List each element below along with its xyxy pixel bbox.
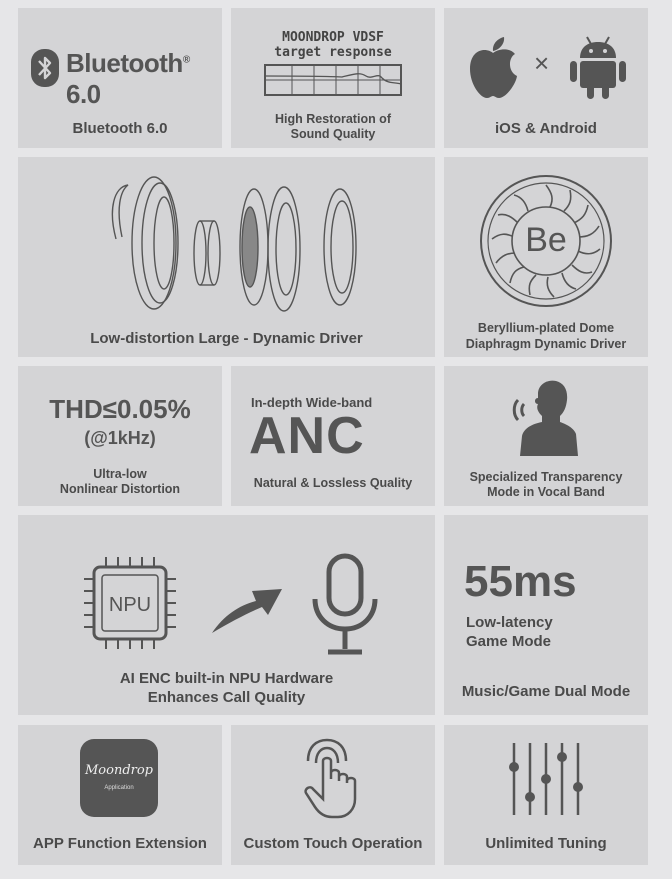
thd-tile (18, 366, 222, 506)
platform-caption: iOS & Android (495, 120, 597, 137)
vdsf-title-line2: target response (274, 45, 392, 60)
beryllium-caption-line1: Beryllium-plated Dome (477, 321, 615, 335)
transparency-tile (444, 366, 648, 506)
thd-caption-line2: Nonlinear Distortion (59, 482, 181, 496)
platform-separator: × (534, 48, 550, 78)
bluetooth-logo-text: Bluetooth (66, 48, 183, 78)
equalizer-sliders-icon (506, 741, 586, 817)
npu-tile (18, 515, 435, 715)
vdsf-caption-line1: High Restoration of (275, 112, 391, 126)
transparency-caption-line2: Mode in Vocal Band (487, 485, 605, 499)
driver-exploded-icon (102, 169, 362, 319)
latency-sub-line2: Game Mode (466, 633, 552, 650)
anc-title: ANC (249, 407, 365, 465)
thd-condition: (@1kHz) (84, 428, 156, 448)
moondrop-app-icon (80, 739, 158, 817)
anc-subtitle: In-depth Wide-band (251, 395, 373, 410)
apple-icon (464, 36, 522, 100)
vdsf-tile (231, 8, 435, 148)
microphone-icon (310, 553, 380, 657)
latency-sub-line1: Low-latency (466, 614, 553, 631)
driver-tile (18, 157, 435, 357)
touch-tile (231, 725, 435, 865)
latency-value: 55ms (464, 557, 577, 606)
npu-chip-label: NPU (108, 594, 152, 616)
vdsf-title-line1: MOONDROP VDSF (282, 30, 384, 45)
beryllium-logo-text: Be (525, 221, 567, 259)
android-icon (568, 34, 628, 100)
bluetooth-caption: Bluetooth 6.0 (72, 120, 168, 137)
bluetooth-logo-version: 6.0 (66, 79, 101, 109)
vdsf-caption-line2: Sound Quality (290, 127, 376, 141)
latency-tile (444, 515, 648, 715)
touch-hand-icon (302, 737, 364, 821)
app-tile (18, 725, 222, 865)
touch-caption: Custom Touch Operation (243, 835, 423, 852)
bluetooth-icon (30, 48, 60, 88)
beryllium-caption-line2: Diaphragm Dynamic Driver (465, 337, 627, 351)
latency-caption: Music/Game Dual Mode (461, 683, 631, 700)
arrow-up-right-icon (210, 571, 288, 637)
thd-value: THD≤0.05% (49, 394, 191, 424)
tuning-caption: Unlimited Tuning (485, 835, 607, 852)
platform-tile (444, 8, 648, 148)
driver-caption: Low-distortion Large - Dynamic Driver (90, 330, 363, 347)
anc-caption: Natural & Lossless Quality (253, 476, 413, 490)
thd-caption-line1: Ultra-low (93, 467, 147, 481)
moondrop-app-logo-sub: Application (104, 785, 134, 791)
anc-tile (231, 366, 435, 506)
tuning-tile (444, 725, 648, 865)
speaking-person-icon (504, 378, 584, 458)
npu-caption-line1: AI ENC built-in NPU Hardware (119, 670, 334, 687)
bluetooth-tile (18, 8, 222, 148)
app-caption: APP Function Extension (33, 835, 207, 852)
bluetooth-logo-reg: ® (182, 54, 190, 66)
bluetooth-logo (66, 48, 222, 110)
beryllium-tile (444, 157, 648, 357)
frequency-response-graph (264, 64, 402, 96)
moondrop-app-logo-text: Moondrop (84, 763, 154, 778)
npu-caption-line2: Enhances Call Quality (147, 689, 306, 706)
transparency-caption-line1: Specialized Transparency (469, 470, 623, 484)
